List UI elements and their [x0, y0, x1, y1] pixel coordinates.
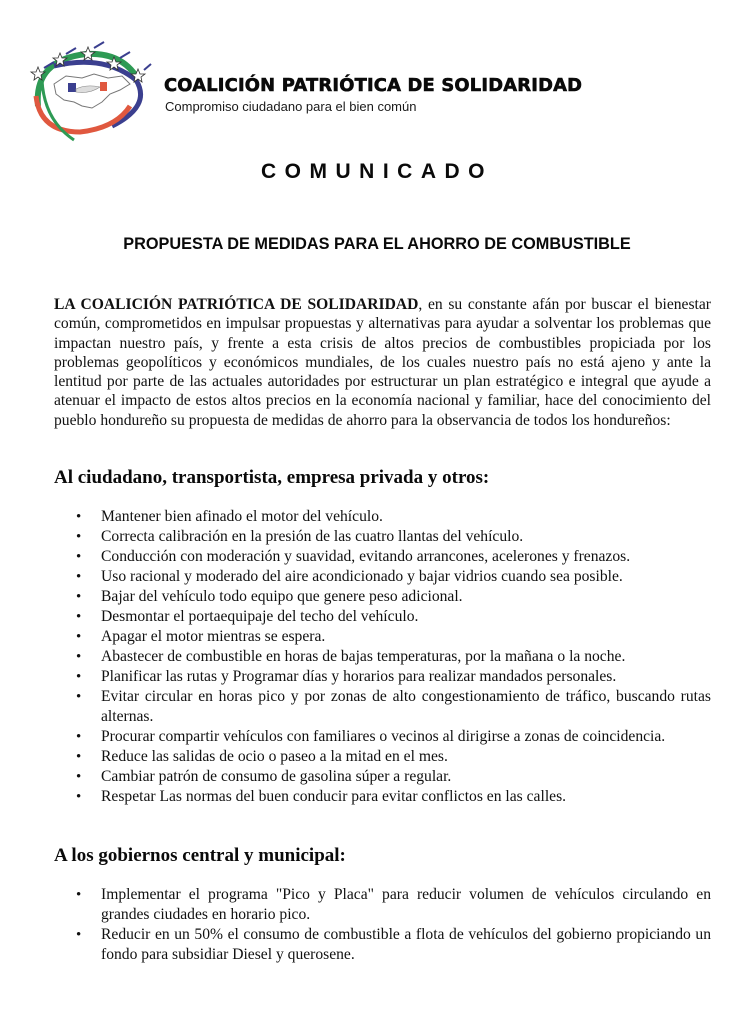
- list-item: • Correcta calibración en la presión de las cuatro llantas del vehículo.: [76, 528, 524, 545]
- list-item: • Apagar el motor mientras se espera.: [76, 628, 326, 645]
- bullet-icon: •: [76, 749, 82, 765]
- coalition-logo-icon: [24, 36, 152, 144]
- list-item: • Uso racional y moderado del aire acondicionado y bajar vidrios cuando sea posible.: [76, 568, 623, 585]
- letterhead: [24, 36, 724, 146]
- citizen-measures-list: [54, 507, 711, 807]
- bullet-icon: •: [76, 887, 82, 903]
- document-type-label: COMUNICADO: [261, 160, 493, 183]
- list-item: • Cambiar patrón de consumo de gasolina súper a regular.: [76, 768, 452, 785]
- bullet-icon: •: [76, 789, 82, 805]
- intro-text: , en su constante afán por buscar el bienestar común, comprometidos en impulsar propuestas y alternativas para ayudar a solventar los problemas que impactan nuestro país, y frente a esta crisis de altos precios de combustibles propiciada por los problemas geopolíticos y económicos mundiales, de los cuales nuestro país no está ajeno y ante la lentitud por parte de las actuales autoridades por estructurar un plan estratégico e integral que ayude a atenuar el impacto de estos altos precios en la economía nacional y familiar, hace del conocimiento del pueblo hondureño su propuesta de medidas de ahorro para la observancia de todos los hondureños:: [54, 296, 711, 429]
- bullet-icon: •: [76, 589, 82, 605]
- intro-paragraph: [54, 295, 711, 430]
- list-item: • Evitar circular en horas pico y por zonas de alto congestionamiento de tráfico, buscando rutas alternas.: [76, 688, 711, 725]
- bullet-icon: •: [76, 669, 82, 685]
- bullet-icon: •: [76, 509, 82, 525]
- list-item: • Procurar compartir vehículos con familiares o vecinos al dirigirse a zonas de coincidencia.: [76, 728, 666, 745]
- list-item: • Reduce las salidas de ocio o paseo a la mitad en el mes.: [76, 748, 448, 765]
- list-item: • Abastecer de combustible en horas de bajas temperaturas, por la mañana o la noche.: [76, 648, 626, 665]
- list-item: • Mantener bien afinado el motor del vehículo.: [76, 508, 383, 525]
- bullet-icon: •: [76, 569, 82, 585]
- bullet-icon: •: [76, 629, 82, 645]
- bullet-icon: •: [76, 927, 82, 943]
- bullet-icon: •: [76, 529, 82, 545]
- organization-name: COALICIÓN PATRIÓTICA DE SOLIDARIDAD: [164, 76, 583, 96]
- list-item: • Conducción con moderación y suavidad, evitando arrancones, acelerones y frenazos.: [76, 548, 631, 565]
- bullet-icon: •: [76, 549, 82, 565]
- list-item: • Desmontar el portaequipaje del techo del vehículo.: [76, 608, 419, 625]
- list-item: • Reducir en un 50% el consumo de combustible a flota de vehículos del gobierno propiciando un fondo para subsidiar Diesel y querosene.: [76, 926, 711, 963]
- list-item: • Bajar del vehículo todo equipo que genere peso adicional.: [76, 588, 463, 605]
- bullet-icon: •: [76, 729, 82, 745]
- list-item: • Respetar Las normas del buen conducir para evitar conflictos en las calles.: [76, 788, 567, 805]
- intro-bold-lead: LA COALICIÓN PATRIÓTICA DE SOLIDARIDAD: [54, 296, 419, 313]
- bullet-icon: •: [76, 769, 82, 785]
- list-item: • Implementar el programa "Pico y Placa" para reducir volumen de vehículos circulando en grandes ciudades en horario pico.: [76, 886, 711, 923]
- section-heading-citizens: Al ciudadano, transportista, empresa privada y otros:: [54, 467, 490, 488]
- bullet-icon: •: [76, 649, 82, 665]
- government-measures-list: [54, 885, 711, 965]
- document-title: PROPUESTA DE MEDIDAS PARA EL AHORRO DE COMBUSTIBLE: [123, 235, 631, 253]
- bullet-icon: •: [76, 609, 82, 625]
- list-item: • Planificar las rutas y Programar días y horarios para realizar mandados personales.: [76, 668, 617, 685]
- section-heading-governments: A los gobiernos central y municipal:: [54, 845, 346, 866]
- bullet-icon: •: [76, 689, 82, 705]
- organization-tagline: Compromiso ciudadano para el bien común: [165, 99, 417, 114]
